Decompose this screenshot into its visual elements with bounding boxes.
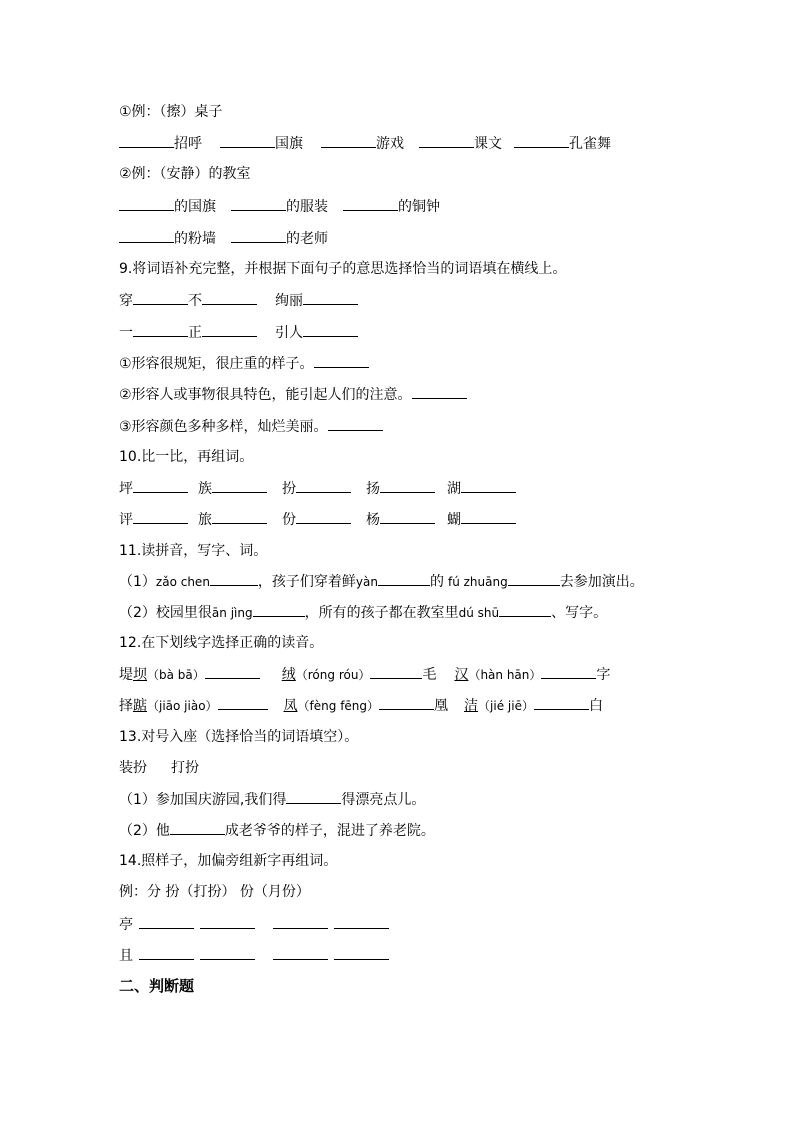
answer-blank[interactable] xyxy=(303,322,358,337)
sentence-text: 成老爷爷的样子，混进了养老院。 xyxy=(224,823,435,839)
word-label: 课文 xyxy=(474,136,502,152)
answer-blank[interactable] xyxy=(212,509,267,524)
answer-blank[interactable] xyxy=(119,133,174,148)
pinyin-text: zǎo chen xyxy=(155,575,210,589)
sentence-text: 得漂亮点儿。 xyxy=(341,792,426,808)
q12-row-2 xyxy=(119,695,603,715)
answer-blank[interactable] xyxy=(133,509,188,524)
q14-row-1 xyxy=(119,914,389,934)
answer-blank[interactable] xyxy=(133,478,188,493)
sentence-text: （2）校园里很 xyxy=(119,605,212,621)
answer-blank[interactable] xyxy=(508,571,560,586)
q9-sentence-1 xyxy=(119,353,369,373)
answer-blank[interactable] xyxy=(286,789,341,804)
underlined-char: 汉 xyxy=(454,667,469,683)
q9-words-1 xyxy=(119,290,358,310)
pinyin-text: fú zhuāng xyxy=(447,575,508,589)
word-label: 的粉墙 xyxy=(174,231,216,247)
char-label: 字 xyxy=(596,667,611,683)
char-label: 蝴 xyxy=(447,512,461,528)
q14-row-2 xyxy=(119,945,389,965)
q9-title: 9.将词语补充完整，并根据下面句子的意思选择恰当的词语填在横线上。 xyxy=(119,261,567,277)
answer-blank[interactable] xyxy=(253,602,305,617)
sentence-text: ，孩子们穿着鲜 xyxy=(257,574,356,590)
q14-title: 14.照样子，加偏旁组新字再组词。 xyxy=(119,853,338,869)
answer-blank[interactable] xyxy=(343,196,398,211)
answer-blank[interactable] xyxy=(541,664,596,679)
pinyin-options: （bà bā） xyxy=(147,668,205,682)
sentence-text: ①形容很规矩，很庄重的样子。 xyxy=(119,356,314,372)
item-number: （1） xyxy=(119,574,156,590)
answer-blank[interactable] xyxy=(200,914,255,929)
answer-blank[interactable] xyxy=(170,820,225,835)
pinyin-options: （jiāo jiào） xyxy=(147,699,218,713)
q8-example-1: ①例：（擦）桌子 xyxy=(119,104,223,120)
q12-row-1 xyxy=(119,664,610,684)
answer-blank[interactable] xyxy=(133,290,188,305)
sentence-text: ，所有的孩子都在教室里 xyxy=(304,605,459,621)
answer-blank[interactable] xyxy=(334,945,389,960)
word-label: 穿 xyxy=(119,293,133,309)
answer-blank[interactable] xyxy=(461,509,516,524)
underlined-char: 绒 xyxy=(281,667,296,683)
word-label: 游戏 xyxy=(376,136,404,152)
q9-words-2 xyxy=(119,322,358,342)
answer-blank[interactable] xyxy=(273,945,328,960)
q13-word-bank xyxy=(119,758,199,778)
char-label: 凰 xyxy=(434,698,449,714)
char-label: 湖 xyxy=(447,481,461,497)
sentence-text: 去参加演出。 xyxy=(559,574,644,590)
answer-blank[interactable] xyxy=(378,571,430,586)
pinyin-text: yàn xyxy=(355,575,378,589)
char-label: 族 xyxy=(198,481,212,497)
answer-blank[interactable] xyxy=(380,509,435,524)
q8-example-2: ②例：（安静）的教室 xyxy=(119,166,251,182)
char-label: 坪 xyxy=(119,481,133,497)
q9-sentence-3 xyxy=(119,416,383,436)
answer-blank[interactable] xyxy=(379,695,434,710)
word-label: 不 xyxy=(188,293,202,309)
word-label: 的铜钟 xyxy=(398,199,440,215)
char-label: 份 xyxy=(282,512,296,528)
answer-blank[interactable] xyxy=(200,945,255,960)
answer-blank[interactable] xyxy=(296,509,351,524)
word-label: 的国旗 xyxy=(174,199,216,215)
word-option: 装扮 xyxy=(119,760,147,776)
answer-blank[interactable] xyxy=(202,290,257,305)
q10-title: 10.比一比，再组词。 xyxy=(119,449,254,465)
q13-sentence-1 xyxy=(119,789,425,809)
sentence-text: （1）参加国庆游园,我们得 xyxy=(119,792,287,808)
answer-blank[interactable] xyxy=(461,478,516,493)
answer-blank[interactable] xyxy=(296,478,351,493)
q10-row-2 xyxy=(119,509,516,529)
answer-blank[interactable] xyxy=(139,945,194,960)
answer-blank[interactable] xyxy=(499,602,551,617)
answer-blank[interactable] xyxy=(534,695,589,710)
q8-row-2 xyxy=(119,196,440,216)
q12-title: 12.在下划线字选择正确的读音。 xyxy=(119,635,324,651)
answer-blank[interactable] xyxy=(412,384,467,399)
q11-line-2 xyxy=(119,602,607,622)
char-label: 择 xyxy=(119,698,133,714)
answer-blank[interactable] xyxy=(205,664,260,679)
word-label: 引人 xyxy=(275,325,303,341)
word-label: 的老师 xyxy=(286,231,328,247)
q13-title: 13.对号入座（选择恰当的词语填空）。 xyxy=(119,729,359,745)
answer-blank[interactable] xyxy=(139,914,194,929)
pinyin-text: ān jìng xyxy=(211,606,253,620)
pinyin-options: （fèng fēng） xyxy=(297,699,380,713)
char-label: 评 xyxy=(119,512,133,528)
answer-blank[interactable] xyxy=(314,353,369,368)
q14-example: 例：分 扮（打扮） 份（月份） xyxy=(119,884,310,900)
char-label: 且 xyxy=(119,948,133,964)
q13-sentence-2 xyxy=(119,820,435,840)
pinyin-text: dú shū xyxy=(458,606,500,620)
pinyin-options: （hàn hān） xyxy=(468,668,542,682)
underlined-char: 踮 xyxy=(133,698,147,714)
word-label: 绚丽 xyxy=(275,293,303,309)
answer-blank[interactable] xyxy=(119,196,174,211)
word-option: 打扮 xyxy=(171,760,199,776)
answer-blank[interactable] xyxy=(328,416,383,431)
sentence-text: ③形容颜色多种多样，灿烂美丽。 xyxy=(119,419,328,435)
word-label: 招呼 xyxy=(174,136,202,152)
answer-blank[interactable] xyxy=(133,322,188,337)
char-label: 白 xyxy=(588,698,603,714)
answer-blank[interactable] xyxy=(303,290,358,305)
sentence-text: （2）他 xyxy=(119,823,170,839)
answer-blank[interactable] xyxy=(212,478,267,493)
answer-blank[interactable] xyxy=(514,133,569,148)
char-label: 旅 xyxy=(198,512,212,528)
answer-blank[interactable] xyxy=(231,196,286,211)
underlined-char: 凤 xyxy=(283,698,298,714)
answer-blank[interactable] xyxy=(231,228,286,243)
answer-blank[interactable] xyxy=(220,133,275,148)
word-label: 正 xyxy=(188,325,202,341)
char-label: 亭 xyxy=(119,917,133,933)
sentence-text: 的 xyxy=(429,574,444,590)
underlined-char: 坝 xyxy=(133,667,147,683)
char-label: 扮 xyxy=(282,481,296,497)
word-label: 孔雀舞 xyxy=(569,136,611,152)
answer-blank[interactable] xyxy=(321,133,376,148)
q11-line-1 xyxy=(119,571,644,591)
answer-blank[interactable] xyxy=(218,695,268,710)
answer-blank[interactable] xyxy=(370,664,422,679)
char-label: 毛 xyxy=(422,667,437,683)
pinyin-options: （jié jiē） xyxy=(478,699,534,713)
answer-blank[interactable] xyxy=(380,478,435,493)
q11-title: 11.读拼音，写字、词。 xyxy=(119,543,268,559)
sentence-text: 、写字。 xyxy=(551,605,608,621)
answer-blank[interactable] xyxy=(210,571,258,586)
word-label: 一 xyxy=(119,325,133,341)
answer-blank[interactable] xyxy=(419,133,474,148)
q10-row-1 xyxy=(119,478,516,498)
answer-blank[interactable] xyxy=(273,914,328,929)
answer-blank[interactable] xyxy=(202,322,257,337)
answer-blank[interactable] xyxy=(334,914,389,929)
sentence-text: ②形容人或事物很具特色，能引起人们的注意。 xyxy=(119,387,412,403)
q9-sentence-2 xyxy=(119,384,467,404)
char-label: 扬 xyxy=(366,481,380,497)
answer-blank[interactable] xyxy=(119,228,174,243)
q8-row-1 xyxy=(119,133,611,153)
pinyin-options: （róng róu） xyxy=(295,668,371,682)
char-label: 杨 xyxy=(366,512,380,528)
word-label: 的服装 xyxy=(286,199,328,215)
char-label: 堤 xyxy=(119,667,133,683)
word-label: 国旗 xyxy=(275,136,303,152)
section-heading: 二、判断题 xyxy=(119,977,195,995)
q8-row-3 xyxy=(119,228,328,248)
underlined-char: 洁 xyxy=(464,698,479,714)
